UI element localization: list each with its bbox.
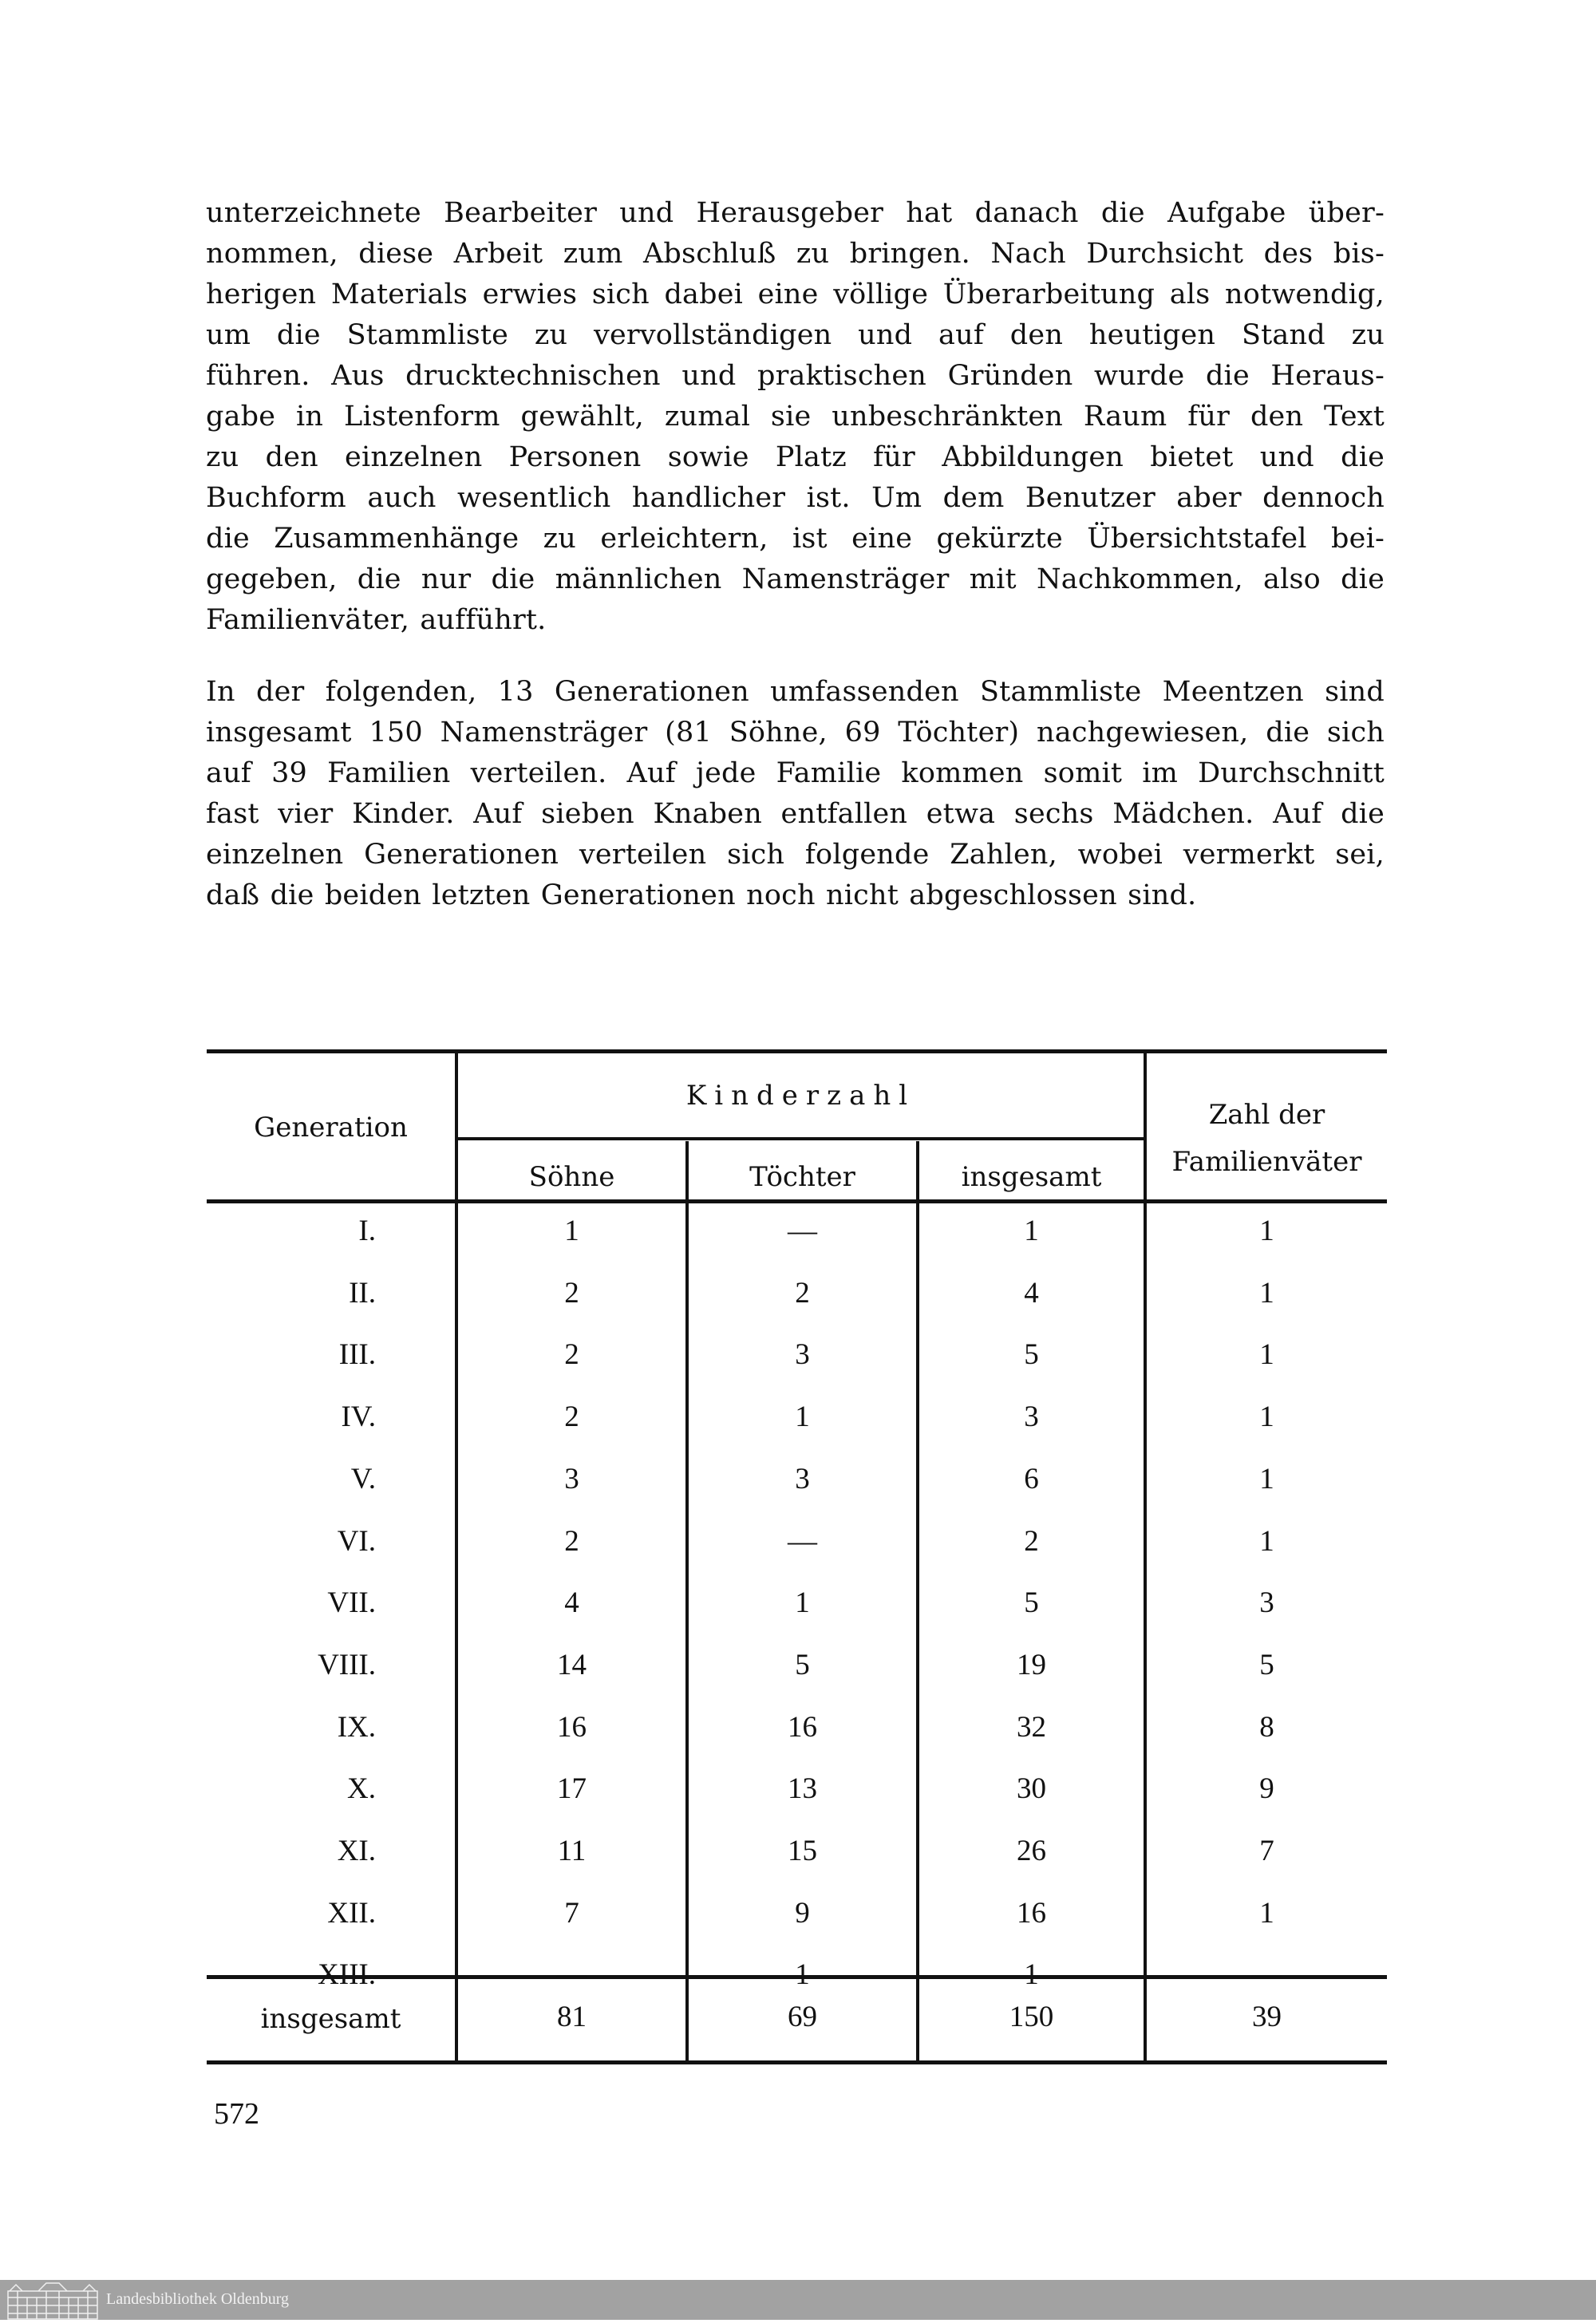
- table-cell-insgesamt: 26: [1017, 1835, 1046, 1867]
- text-line: insgesamt 150 Namensträger (81 Söhne, 69 Töchter) nachgewiesen, die sich: [206, 717, 1385, 749]
- header-soehne: Söhne: [528, 1161, 615, 1193]
- text-line: die Zusammenhänge zu erleichtern, ist eine gekürzte Übersichtstafel bei-: [206, 523, 1385, 555]
- table-cell-insgesamt: 1: [1024, 1958, 1039, 1992]
- table-cell-toechter: 5: [795, 1648, 810, 1681]
- table-cell-soehne: 4: [564, 1586, 579, 1620]
- table-cell-familienvaeter: 1: [1259, 1338, 1274, 1372]
- text-line: nommen, diese Arbeit zum Abschluß zu bringen. Nach Durchsicht des bis-: [206, 238, 1385, 270]
- text-line: um die Stammliste zu vervollständigen und auf den heutigen Stand zu: [206, 319, 1385, 351]
- text-line: auf 39 Familien verteilen. Auf jede Familie kommen somit im Durchschnitt: [206, 757, 1385, 789]
- table-bottom-rule: [207, 2060, 1387, 2064]
- table-cell-familienvaeter: 9: [1259, 1772, 1274, 1806]
- table-cell-generation: XII.: [327, 1896, 376, 1930]
- table-cell-soehne: 16: [557, 1710, 587, 1744]
- table-cell-familienvaeter: 8: [1259, 1710, 1274, 1744]
- totals-familienvaeter: 39: [1252, 2001, 1282, 2033]
- table-cell-soehne: 17: [557, 1772, 587, 1806]
- footer-bar: [0, 2280, 1596, 2320]
- table-cell-insgesamt: 2: [1024, 1524, 1039, 1558]
- totals-insgesamt: 150: [1009, 2001, 1054, 2033]
- text-line: fast vier Kinder. Auf sieben Knaben entfallen etwa sechs Mädchen. Auf die: [206, 798, 1385, 830]
- table-cell-familienvaeter: 1: [1259, 1524, 1274, 1558]
- table-cell-soehne: 3: [564, 1462, 579, 1495]
- table-cell-generation: IV.: [341, 1401, 376, 1434]
- table-cell-insgesamt: 5: [1024, 1586, 1039, 1620]
- text-line: einzelnen Generationen verteilen sich folgende Zahlen, wobei vermerkt sei,: [206, 839, 1385, 871]
- text-line: führen. Aus drucktechnischen und praktischen Gründen wurde die Heraus-: [206, 360, 1385, 392]
- table-cell-toechter: 9: [795, 1896, 810, 1930]
- table-cell-generation: VII.: [327, 1586, 376, 1620]
- table-cell-familienvaeter: 1: [1259, 1896, 1274, 1930]
- header-toechter: Töchter: [749, 1161, 855, 1193]
- table-cell-toechter: —: [788, 1524, 817, 1558]
- table-cell-generation: X.: [347, 1772, 376, 1806]
- table-cell-generation: IX.: [337, 1710, 376, 1744]
- table-cell-toechter: 3: [795, 1462, 810, 1495]
- table-cell-insgesamt: 19: [1017, 1648, 1046, 1681]
- text-line: Buchform auch wesentlich handlicher ist. Um dem Benutzer aber dennoch: [206, 482, 1385, 514]
- table-cell-generation: XIII.: [318, 1958, 376, 1992]
- table-cell-toechter: 13: [788, 1772, 817, 1806]
- table-cell-toechter: 1: [795, 1401, 810, 1434]
- table-cell-soehne: 2: [564, 1524, 579, 1558]
- library-building-icon: [6, 2282, 99, 2320]
- text-line: gegeben, die nur die männlichen Namensträger mit Nachkommen, also die: [206, 563, 1385, 595]
- kinderzahl-sub-rule: [457, 1137, 1144, 1140]
- table-cell-soehne: 2: [564, 1401, 579, 1434]
- table-cell-insgesamt: 6: [1024, 1462, 1039, 1495]
- table-cell-familienvaeter: —: [1252, 1958, 1282, 1992]
- table-cell-insgesamt: 4: [1024, 1276, 1039, 1310]
- header-kinderzahl: Kinderzahl: [685, 1080, 916, 1112]
- table-cell-soehne: —: [557, 1958, 587, 1992]
- table-cell-familienvaeter: 1: [1259, 1215, 1274, 1247]
- table-cell-generation: II.: [349, 1276, 376, 1310]
- text-line: daß die beiden letzten Generationen noch nicht abgeschlossen sind.: [206, 879, 1197, 911]
- table-cell-insgesamt: 16: [1017, 1896, 1046, 1930]
- header-insgesamt: insgesamt: [961, 1161, 1102, 1193]
- totals-label: insgesamt: [260, 2003, 401, 2035]
- paragraph-1: [206, 193, 1385, 641]
- table-cell-soehne: 11: [557, 1835, 587, 1867]
- table-cell-soehne: 2: [564, 1338, 579, 1372]
- header-bottom-rule: [207, 1199, 1387, 1203]
- table-cell-familienvaeter: 3: [1259, 1586, 1274, 1620]
- table-cell-generation: I.: [358, 1215, 376, 1247]
- table-cell-familienvaeter: 5: [1259, 1648, 1274, 1681]
- text-line: Familienväter, aufführt.: [206, 604, 547, 636]
- table-cell-generation: VIII.: [318, 1648, 376, 1681]
- table-cell-toechter: 1: [795, 1958, 810, 1992]
- text-line: In der folgenden, 13 Generationen umfassenden Stammliste Meentzen sind: [206, 676, 1385, 708]
- totals-soehne: 81: [557, 2001, 587, 2033]
- table-cell-soehne: 14: [557, 1648, 587, 1681]
- table-cell-familienvaeter: 1: [1259, 1401, 1274, 1434]
- table-cell-toechter: 3: [795, 1338, 810, 1372]
- page-number: 572: [214, 2097, 259, 2131]
- header-generation: Generation: [254, 1112, 408, 1144]
- header-familienvaeter-line1: Zahl der: [1208, 1099, 1325, 1131]
- table-cell-familienvaeter: 1: [1259, 1276, 1274, 1310]
- text-line: herigen Materials erwies sich dabei eine völlige Überarbeitung als notwendig,: [206, 279, 1385, 310]
- table-cell-generation: III.: [338, 1338, 376, 1372]
- header-familienvaeter-line2: Familienväter: [1171, 1146, 1362, 1178]
- text-line: zu den einzelnen Personen sowie Platz für Abbildungen bietet und die: [206, 441, 1385, 473]
- paragraph-2: [206, 672, 1385, 916]
- table-cell-toechter: 1: [795, 1586, 810, 1620]
- table-cell-insgesamt: 1: [1024, 1215, 1039, 1247]
- table-cell-insgesamt: 3: [1024, 1401, 1039, 1434]
- library-name: Landesbibliothek Oldenburg: [106, 2290, 290, 2308]
- table-cell-generation: XI.: [337, 1835, 376, 1867]
- table-cell-familienvaeter: 1: [1259, 1462, 1274, 1495]
- table-cell-generation: V.: [350, 1462, 376, 1495]
- table-cell-generation: VI.: [337, 1524, 376, 1558]
- table-cell-toechter: 16: [788, 1710, 817, 1744]
- table-cell-soehne: 7: [564, 1896, 579, 1930]
- table-cell-insgesamt: 32: [1017, 1710, 1046, 1744]
- table-cell-toechter: —: [788, 1215, 817, 1247]
- table-cell-familienvaeter: 7: [1259, 1835, 1274, 1867]
- table-top-rule: [207, 1049, 1387, 1053]
- text-line: gabe in Listenform gewählt, zumal sie unbeschränkten Raum für den Text: [206, 401, 1385, 433]
- table-cell-toechter: 2: [795, 1276, 810, 1310]
- table-cell-toechter: 15: [788, 1835, 817, 1867]
- text-line: unterzeichnete Bearbeiter und Herausgeber hat danach die Aufgabe über-: [206, 197, 1385, 229]
- table-cell-soehne: 1: [564, 1215, 579, 1247]
- table-cell-insgesamt: 5: [1024, 1338, 1039, 1372]
- totals-toechter: 69: [788, 2001, 817, 2033]
- table-cell-soehne: 2: [564, 1276, 579, 1310]
- table-cell-insgesamt: 30: [1017, 1772, 1046, 1806]
